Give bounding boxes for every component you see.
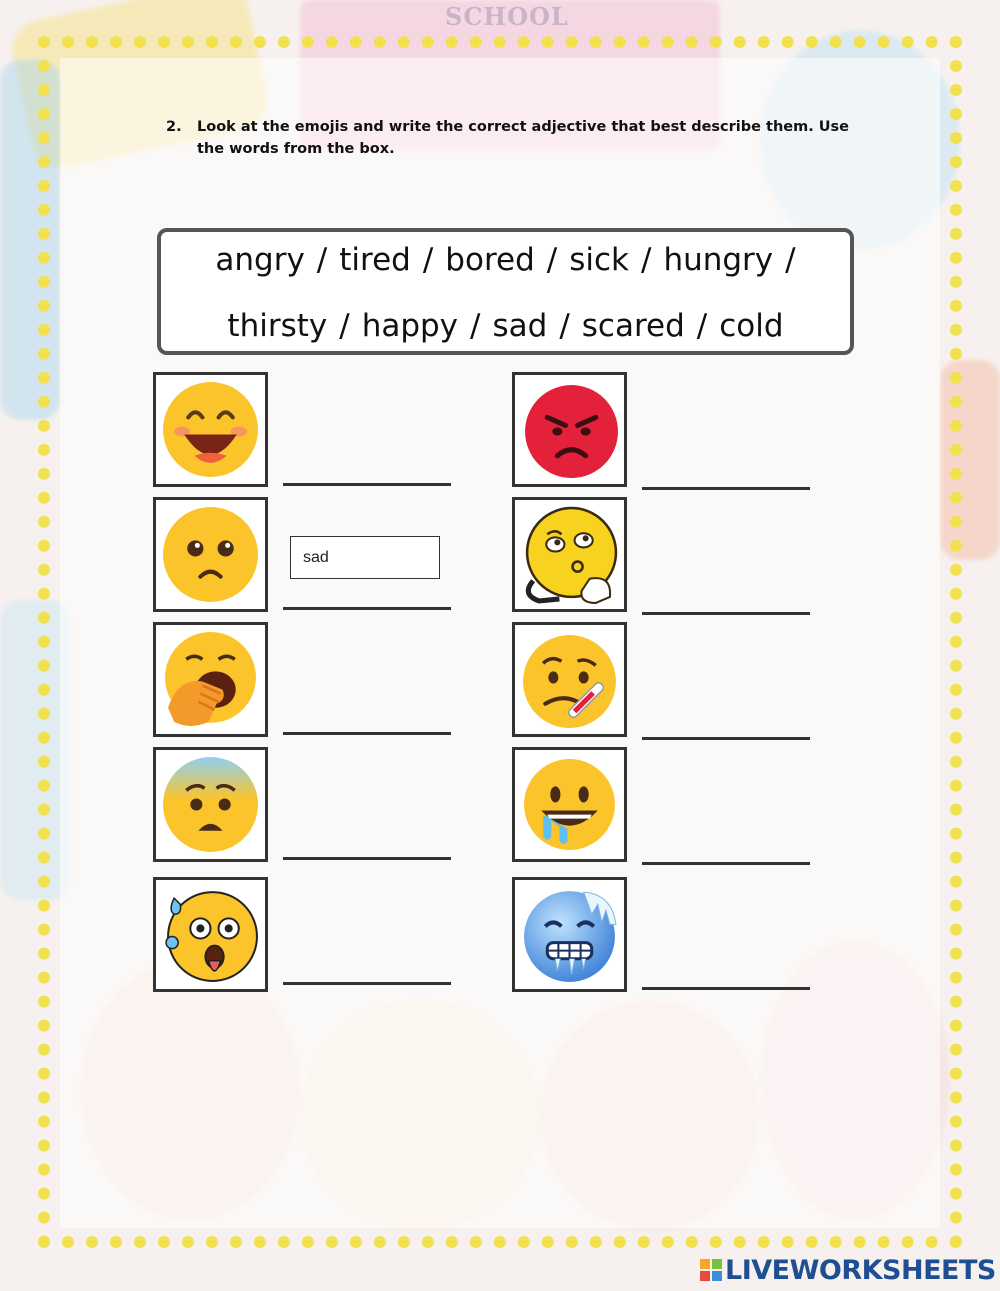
answer-line[interactable]: [642, 612, 810, 615]
emoji-cell: [512, 372, 627, 487]
word-separator: /: [422, 242, 434, 278]
word-bank-word: cold: [719, 308, 784, 344]
word-separator: /: [559, 308, 570, 344]
word-bank: [157, 228, 854, 355]
angry-face-icon: [519, 379, 620, 480]
emoji-cell: [153, 372, 268, 487]
emoji-cell: [512, 497, 627, 612]
answer-line[interactable]: [642, 737, 810, 740]
answer-line[interactable]: [283, 732, 451, 735]
word-separator: /: [640, 242, 652, 278]
school-sign: SCHOOL: [445, 2, 569, 31]
bored-face-icon: [519, 504, 620, 605]
word-bank-word: tired: [339, 242, 411, 278]
word-bank-word: happy: [361, 308, 459, 344]
word-bank-word: thirsty: [227, 308, 328, 344]
word-separator: /: [316, 242, 328, 278]
word-bank-row: [161, 242, 850, 278]
emoji-cell: [512, 877, 627, 992]
brand-name: LIVEWORKSHEETS: [725, 1254, 996, 1286]
thermometer-face-icon: [519, 629, 620, 730]
laughing-face-icon: [160, 379, 261, 480]
liveworksheets-brand[interactable]: [700, 1255, 996, 1285]
word-bank-row: [161, 308, 850, 344]
anxious-face-icon: [160, 754, 261, 855]
emoji-cell: [512, 622, 627, 737]
word-separator: /: [696, 308, 708, 344]
hot-sweating-face-icon: [160, 884, 261, 985]
word-separator: /: [470, 308, 481, 344]
answer-line[interactable]: [283, 483, 451, 486]
word-bank-word: scared: [581, 308, 685, 344]
word-bank-word: angry: [215, 242, 305, 278]
word-separator: /: [546, 242, 558, 278]
emoji-cell: [153, 497, 268, 612]
frowning-face-icon: [160, 504, 261, 605]
liveworksheets-logo-icon: [700, 1259, 722, 1281]
emoji-cell: [153, 877, 268, 992]
word-bank-word: hungry: [663, 242, 774, 278]
emoji-cell: [153, 622, 268, 737]
emoji-cell: [153, 747, 268, 862]
answer-input[interactable]: [290, 536, 440, 579]
answer-line[interactable]: [283, 982, 451, 985]
word-bank-word: bored: [445, 242, 535, 278]
instruction-text: Look at the emojis and write the correct adjective that best describe them. Use the words from the box.: [197, 119, 850, 158]
word-separator: /: [785, 242, 796, 278]
emoji-cell: [512, 747, 627, 862]
answer-line[interactable]: [642, 987, 810, 990]
yawning-face-icon: [160, 629, 261, 730]
word-bank-word: sick: [569, 242, 629, 278]
word-bank-word: sad: [492, 308, 548, 344]
drooling-face-icon: [519, 754, 620, 855]
question-number: 2.: [166, 119, 182, 135]
word-separator: /: [339, 308, 350, 344]
instruction: [166, 116, 856, 161]
answer-line[interactable]: [642, 862, 810, 865]
answer-line[interactable]: [283, 607, 451, 610]
answer-line[interactable]: [642, 487, 810, 490]
cold-face-icon: [519, 884, 620, 985]
answer-line[interactable]: [283, 857, 451, 860]
